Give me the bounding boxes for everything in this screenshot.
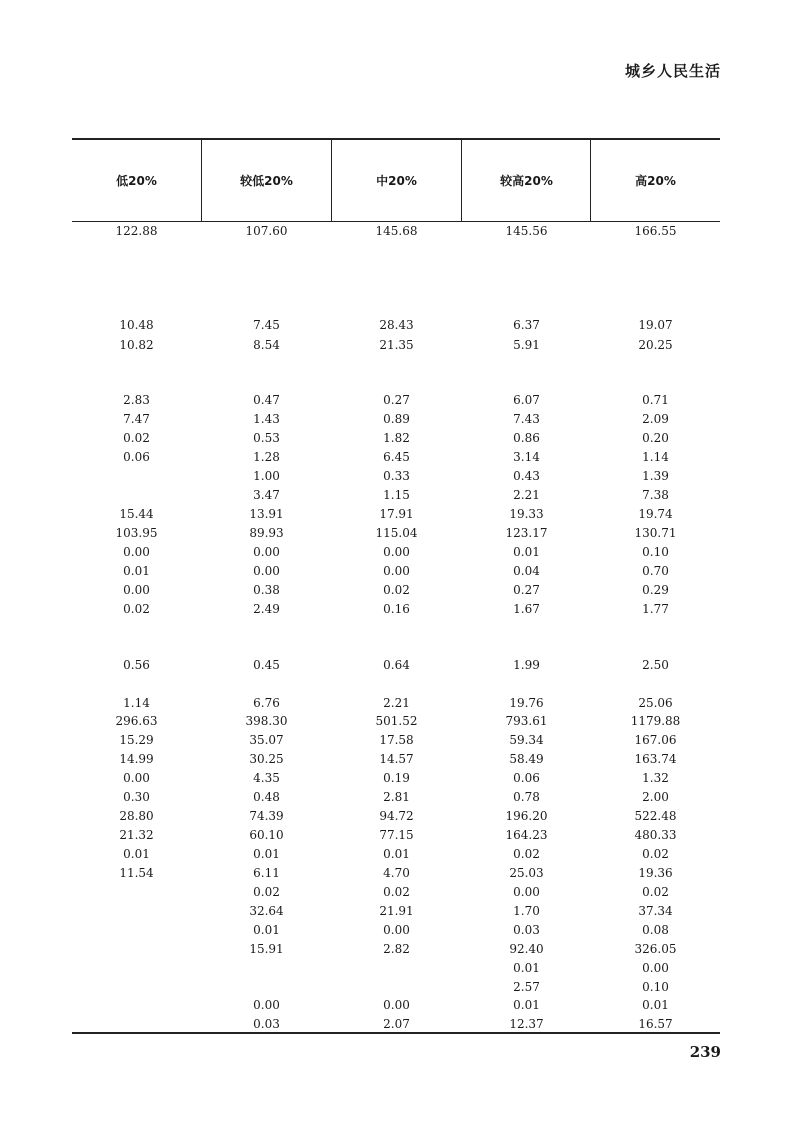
table-cell: 0.01 — [253, 847, 280, 861]
table-cell: 12.37 — [509, 1017, 544, 1031]
table-cell: 0.89 — [383, 412, 410, 426]
table-cell: 501.52 — [375, 714, 418, 728]
table-cell: 0.01 — [383, 847, 410, 861]
table-cell: 25.03 — [509, 866, 544, 880]
table-cell: 25.06 — [638, 696, 673, 710]
table-cell: 0.00 — [383, 545, 410, 559]
table-cell: 0.08 — [642, 923, 669, 937]
table-cell: 19.36 — [638, 866, 673, 880]
table-cell: 107.60 — [245, 224, 288, 238]
table-cell: 74.39 — [249, 809, 284, 823]
table-cell: 0.06 — [513, 771, 540, 785]
table-cell: 19.33 — [509, 507, 544, 521]
table-cell: 2.57 — [513, 980, 540, 994]
table-cell: 103.95 — [115, 526, 158, 540]
table-cell: 8.54 — [253, 338, 280, 352]
table-cell: 14.57 — [379, 752, 414, 766]
table-cell: 145.56 — [505, 224, 548, 238]
table-cell: 0.38 — [253, 583, 280, 597]
table-cell: 0.02 — [123, 602, 150, 616]
table-cell: 0.01 — [123, 564, 150, 578]
table-cell: 0.02 — [253, 885, 280, 899]
table-cell: 60.10 — [249, 828, 284, 842]
table-cell: 1.43 — [253, 412, 280, 426]
table-cell: 19.76 — [509, 696, 544, 710]
table-cell: 15.29 — [119, 733, 154, 747]
table-cell: 480.33 — [634, 828, 677, 842]
column-header-high-20: 高20% — [635, 174, 676, 188]
table-cell: 2.81 — [383, 790, 410, 804]
table-cell: 19.74 — [638, 507, 673, 521]
table-cell: 2.82 — [383, 942, 410, 956]
table-cell: 0.33 — [383, 469, 410, 483]
table-cell: 167.06 — [634, 733, 677, 747]
table-cell: 130.71 — [634, 526, 677, 540]
table-cell: 0.01 — [642, 998, 669, 1012]
table-cell: 0.02 — [642, 885, 669, 899]
table-cell: 59.34 — [509, 733, 544, 747]
column-header-middle-20: 中20% — [376, 174, 417, 188]
table-cell: 1.14 — [642, 450, 669, 464]
table-cell: 19.07 — [638, 318, 673, 332]
table-cell: 1.00 — [253, 469, 280, 483]
table-cell: 3.14 — [513, 450, 540, 464]
table-cell: 28.80 — [119, 809, 154, 823]
table-cell: 0.02 — [642, 847, 669, 861]
table-cell: 0.56 — [123, 658, 150, 672]
table-cell: 1.82 — [383, 431, 410, 445]
table-cell: 793.61 — [505, 714, 548, 728]
table-cell: 16.57 — [638, 1017, 673, 1031]
table-cell: 0.78 — [513, 790, 540, 804]
table-cell: 0.01 — [513, 998, 540, 1012]
table-cell: 0.02 — [123, 431, 150, 445]
table-cell: 0.53 — [253, 431, 280, 445]
table-cell: 0.70 — [642, 564, 669, 578]
table-cell: 3.47 — [253, 488, 280, 502]
running-header-title: 城乡人民生活 — [624, 62, 721, 80]
table-cell: 21.91 — [379, 904, 414, 918]
table-cell: 0.20 — [642, 431, 669, 445]
table-cell: 166.55 — [634, 224, 677, 238]
table-cell: 21.35 — [379, 338, 414, 352]
table-cell: 122.88 — [115, 224, 158, 238]
table-cell: 37.34 — [638, 904, 673, 918]
table-cell: 0.04 — [513, 564, 540, 578]
table-cell: 7.47 — [123, 412, 150, 426]
table-cell: 21.32 — [119, 828, 154, 842]
column-header-low-20: 低20% — [116, 174, 157, 188]
table-cell: 115.04 — [375, 526, 418, 540]
table-cell: 0.48 — [253, 790, 280, 804]
table-cell: 2.21 — [513, 488, 540, 502]
table-cell: 164.23 — [505, 828, 548, 842]
table-cell: 0.00 — [123, 545, 150, 559]
table-cell: 0.00 — [513, 885, 540, 899]
table-cell: 398.30 — [245, 714, 288, 728]
table-header-rule — [72, 221, 720, 222]
table-cell: 1.70 — [513, 904, 540, 918]
table-cell: 296.63 — [115, 714, 158, 728]
table-cell: 6.07 — [513, 393, 540, 407]
table-cell: 123.17 — [505, 526, 548, 540]
table-bottom-rule — [72, 1032, 720, 1034]
table-cell: 2.00 — [642, 790, 669, 804]
table-cell: 4.70 — [383, 866, 410, 880]
table-cell: 94.72 — [379, 809, 414, 823]
table-cell: 0.02 — [513, 847, 540, 861]
table-cell: 0.01 — [513, 961, 540, 975]
table-cell: 1.32 — [642, 771, 669, 785]
table-cell: 2.21 — [383, 696, 410, 710]
page-number: 239 — [689, 1043, 721, 1061]
table-cell: 0.06 — [123, 450, 150, 464]
table-cell: 77.15 — [379, 828, 414, 842]
table-cell: 15.91 — [249, 942, 284, 956]
table-cell: 6.76 — [253, 696, 280, 710]
table-cell: 0.64 — [383, 658, 410, 672]
table-cell: 0.19 — [383, 771, 410, 785]
table-cell: 11.54 — [119, 866, 154, 880]
table-cell: 0.00 — [253, 564, 280, 578]
table-cell: 0.01 — [253, 923, 280, 937]
table-cell: 2.83 — [123, 393, 150, 407]
table-cell: 0.29 — [642, 583, 669, 597]
table-cell: 0.47 — [253, 393, 280, 407]
table-cell: 0.02 — [383, 885, 410, 899]
table-cell: 6.11 — [253, 866, 280, 880]
table-cell: 89.93 — [249, 526, 284, 540]
column-header-lower-20: 较低20% — [240, 174, 293, 188]
table-cell: 0.00 — [253, 998, 280, 1012]
table-cell: 0.00 — [253, 545, 280, 559]
table-cell: 0.01 — [123, 847, 150, 861]
table-cell: 0.03 — [513, 923, 540, 937]
table-cell: 6.45 — [383, 450, 410, 464]
table-cell: 2.07 — [383, 1017, 410, 1031]
table-cell: 0.86 — [513, 431, 540, 445]
table-cell: 163.74 — [634, 752, 677, 766]
table-cell: 0.10 — [642, 545, 669, 559]
table-cell: 1.15 — [383, 488, 410, 502]
table-cell: 92.40 — [509, 942, 544, 956]
table-cell: 35.07 — [249, 733, 284, 747]
table-cell: 1.99 — [513, 658, 540, 672]
table-cell: 0.00 — [642, 961, 669, 975]
table-cell: 7.43 — [513, 412, 540, 426]
table-cell: 2.50 — [642, 658, 669, 672]
table-cell: 7.38 — [642, 488, 669, 502]
table-cell: 20.25 — [638, 338, 673, 352]
table-cell: 58.49 — [509, 752, 544, 766]
table-cell: 0.27 — [383, 393, 410, 407]
table-cell: 1179.88 — [630, 714, 681, 728]
table-cell: 0.00 — [123, 583, 150, 597]
table-cell: 1.14 — [123, 696, 150, 710]
table-cell: 196.20 — [505, 809, 548, 823]
table-cell: 0.27 — [513, 583, 540, 597]
table-cell: 14.99 — [119, 752, 154, 766]
table-cell: 522.48 — [634, 809, 677, 823]
table-cell: 4.35 — [253, 771, 280, 785]
table-cell: 13.91 — [249, 507, 284, 521]
table-cell: 1.67 — [513, 602, 540, 616]
table-cell: 10.48 — [119, 318, 154, 332]
table-cell: 0.10 — [642, 980, 669, 994]
table-cell: 30.25 — [249, 752, 284, 766]
table-cell: 2.49 — [253, 602, 280, 616]
table-cell: 326.05 — [634, 942, 677, 956]
table-cell: 17.91 — [379, 507, 414, 521]
table-cell: 0.00 — [383, 998, 410, 1012]
table-cell: 0.00 — [383, 564, 410, 578]
table-cell: 7.45 — [253, 318, 280, 332]
table-cell: 6.37 — [513, 318, 540, 332]
table-cell: 145.68 — [375, 224, 418, 238]
table-cell: 0.30 — [123, 790, 150, 804]
table-cell: 1.39 — [642, 469, 669, 483]
table-cell: 0.00 — [383, 923, 410, 937]
table-cell: 32.64 — [249, 904, 284, 918]
table-cell: 10.82 — [119, 338, 154, 352]
table-cell: 15.44 — [119, 507, 154, 521]
table-cell: 5.91 — [513, 338, 540, 352]
column-header-higher-20: 较高20% — [500, 174, 553, 188]
table-top-rule — [72, 138, 720, 140]
table-cell: 0.01 — [513, 545, 540, 559]
table-cell: 0.00 — [123, 771, 150, 785]
table-cell: 17.58 — [379, 733, 414, 747]
table-cell: 0.03 — [253, 1017, 280, 1031]
table-cell: 2.09 — [642, 412, 669, 426]
table-cell: 0.16 — [383, 602, 410, 616]
table-cell: 0.45 — [253, 658, 280, 672]
table-cell: 1.28 — [253, 450, 280, 464]
table-cell: 1.77 — [642, 602, 669, 616]
table-cell: 28.43 — [379, 318, 414, 332]
table-cell: 0.71 — [642, 393, 669, 407]
table-cell: 0.43 — [513, 469, 540, 483]
table-cell: 0.02 — [383, 583, 410, 597]
